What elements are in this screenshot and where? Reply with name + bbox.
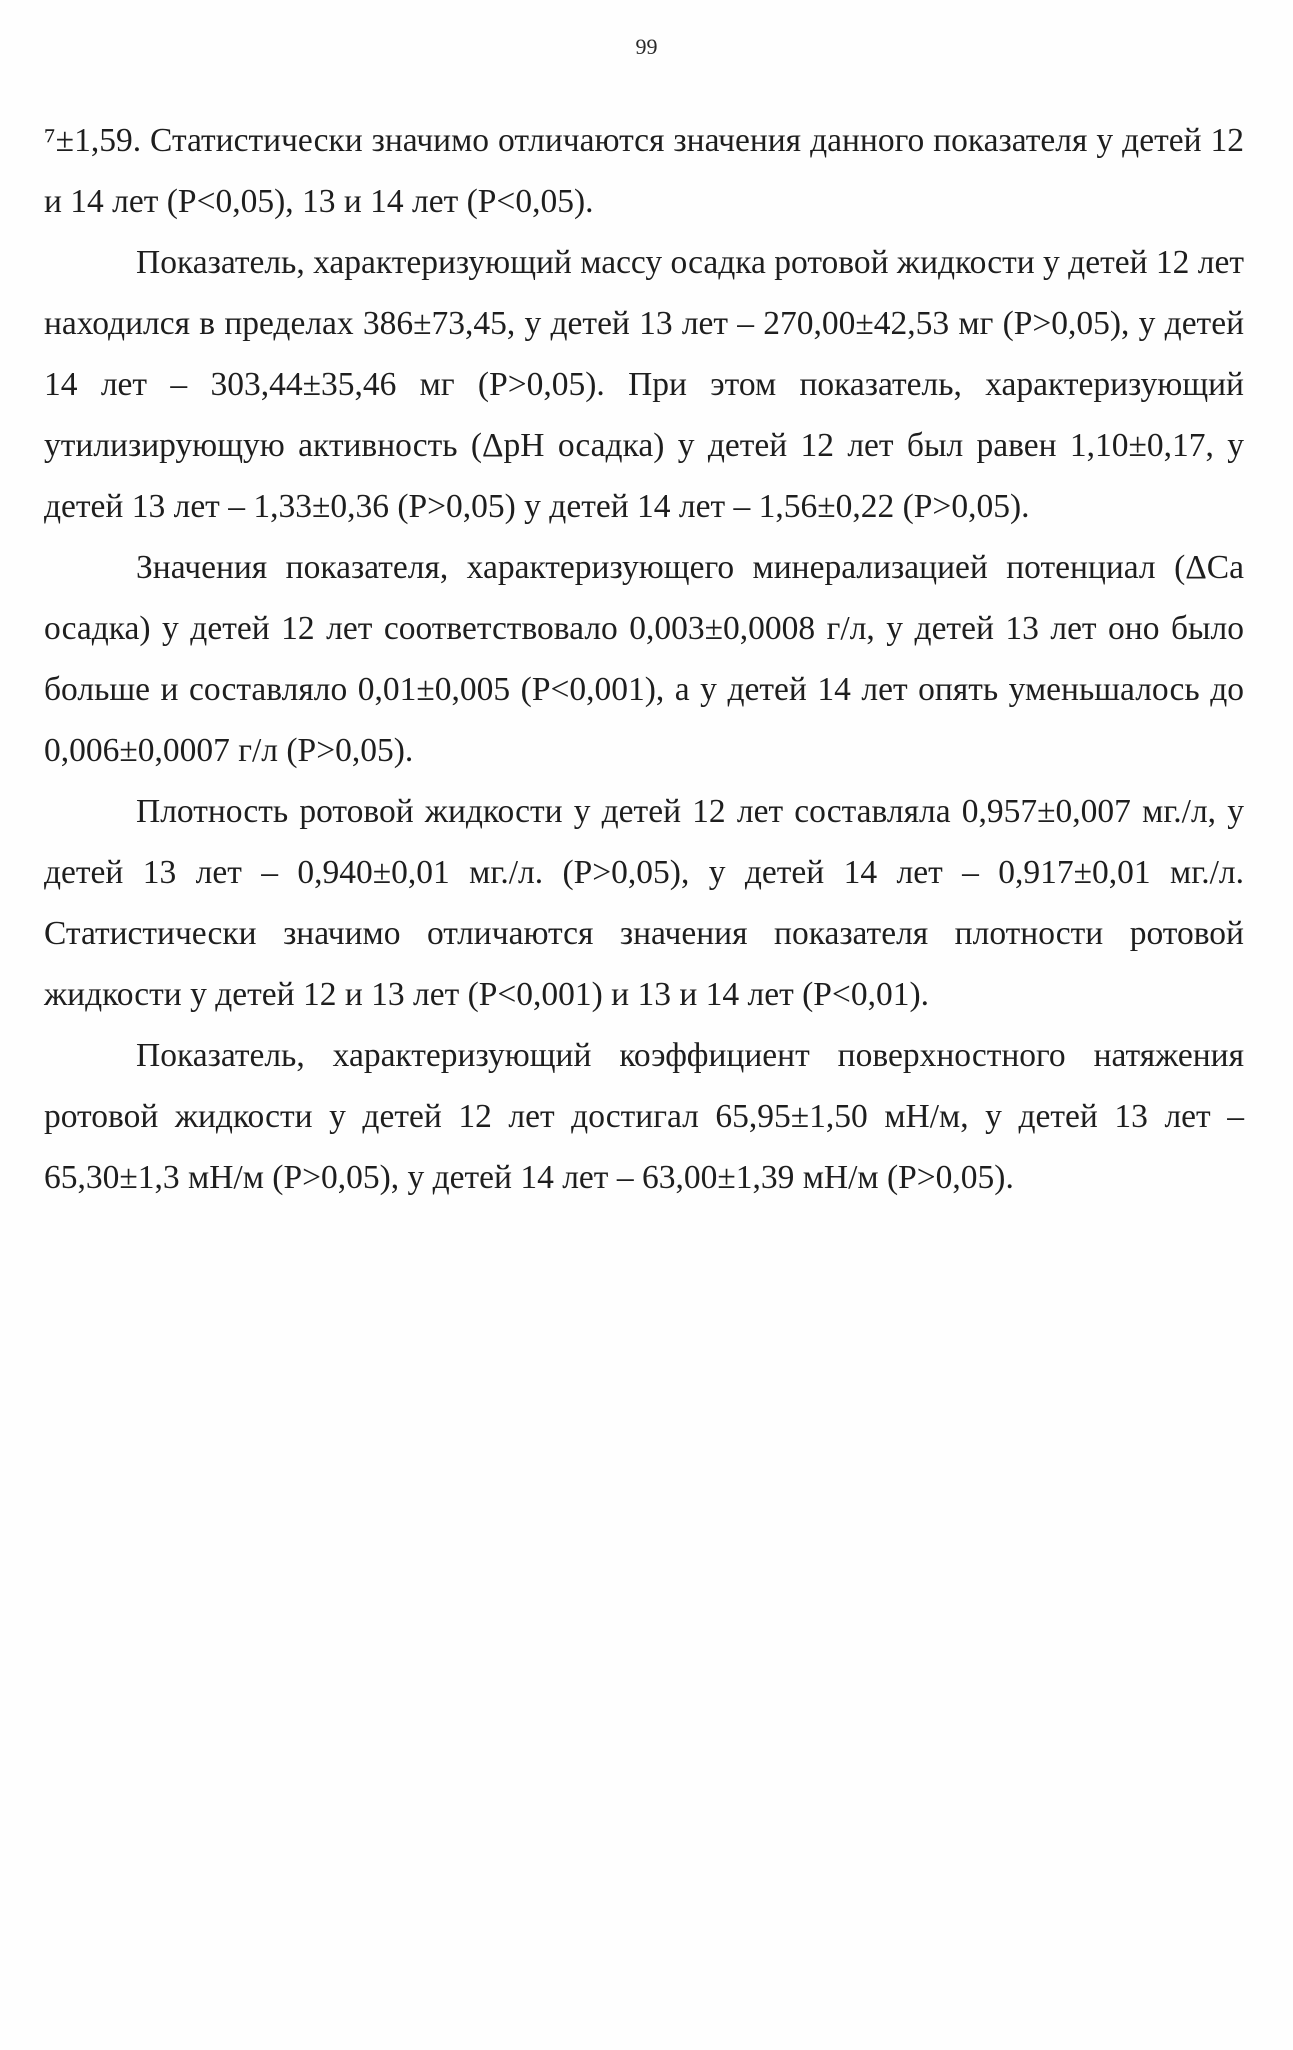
paragraph-mineralization: Значения показателя, характеризующего минерализацией потенциал (ΔСа осадка) у детей 12 лет соответствовало 0,003±0,0008 г/л, у детей 13 лет оно было больше и составляло 0,01±0,005 (Р<0,001), а у детей 14 лет опять уменьшалось до 0,006±0,0007 г/л (Р>0,05). xyxy=(44,549,1244,769)
body-text xyxy=(44,110,1244,1208)
page-number: 99 xyxy=(635,34,658,59)
paragraph-density: Плотность ротовой жидкости у детей 12 лет составляла 0,957±0,007 мг./л, у детей 13 лет – 0,940±0,01 мг./л. (Р>0,05), у детей 14 лет – 0,917±0,01 мг./л. Статистически значимо отличаются значения показателя плотности ротовой жидкости у детей 12 и 13 лет (Р<0,001) и 13 и 14 лет (Р<0,01). xyxy=(44,793,1244,1013)
paragraph-sediment-mass: Показатель, характеризующий массу осадка ротовой жидкости у детей 12 лет находился в пределах 386±73,45, у детей 13 лет – 270,00±42,53 мг (Р>0,05), у детей 14 лет – 303,44±35,46 мг (Р>0,05). При этом показатель, характеризующий утилизирующую активность (ΔрН осадка) у детей 12 лет был равен 1,10±0,17, у детей 13 лет – 1,33±0,36 (Р>0,05) у детей 14 лет – 1,56±0,22 (Р>0,05). xyxy=(44,244,1244,525)
paragraph-surface-tension: Показатель, характеризующий коэффициент поверхностного натяжения ротовой жидкости у детей 12 лет достигал 65,95±1,50 мН/м, у детей 13 лет – 65,30±1,3 мН/м (Р>0,05), у детей 14 лет – 63,00±1,39 мН/м (Р>0,05). xyxy=(44,1037,1244,1196)
paragraph-continuation: ⁷±1,59. Статистически значимо отличаются значения данного показателя у детей 12 и 14 лет (Р<0,05), 13 и 14 лет (Р<0,05). xyxy=(44,122,1244,220)
